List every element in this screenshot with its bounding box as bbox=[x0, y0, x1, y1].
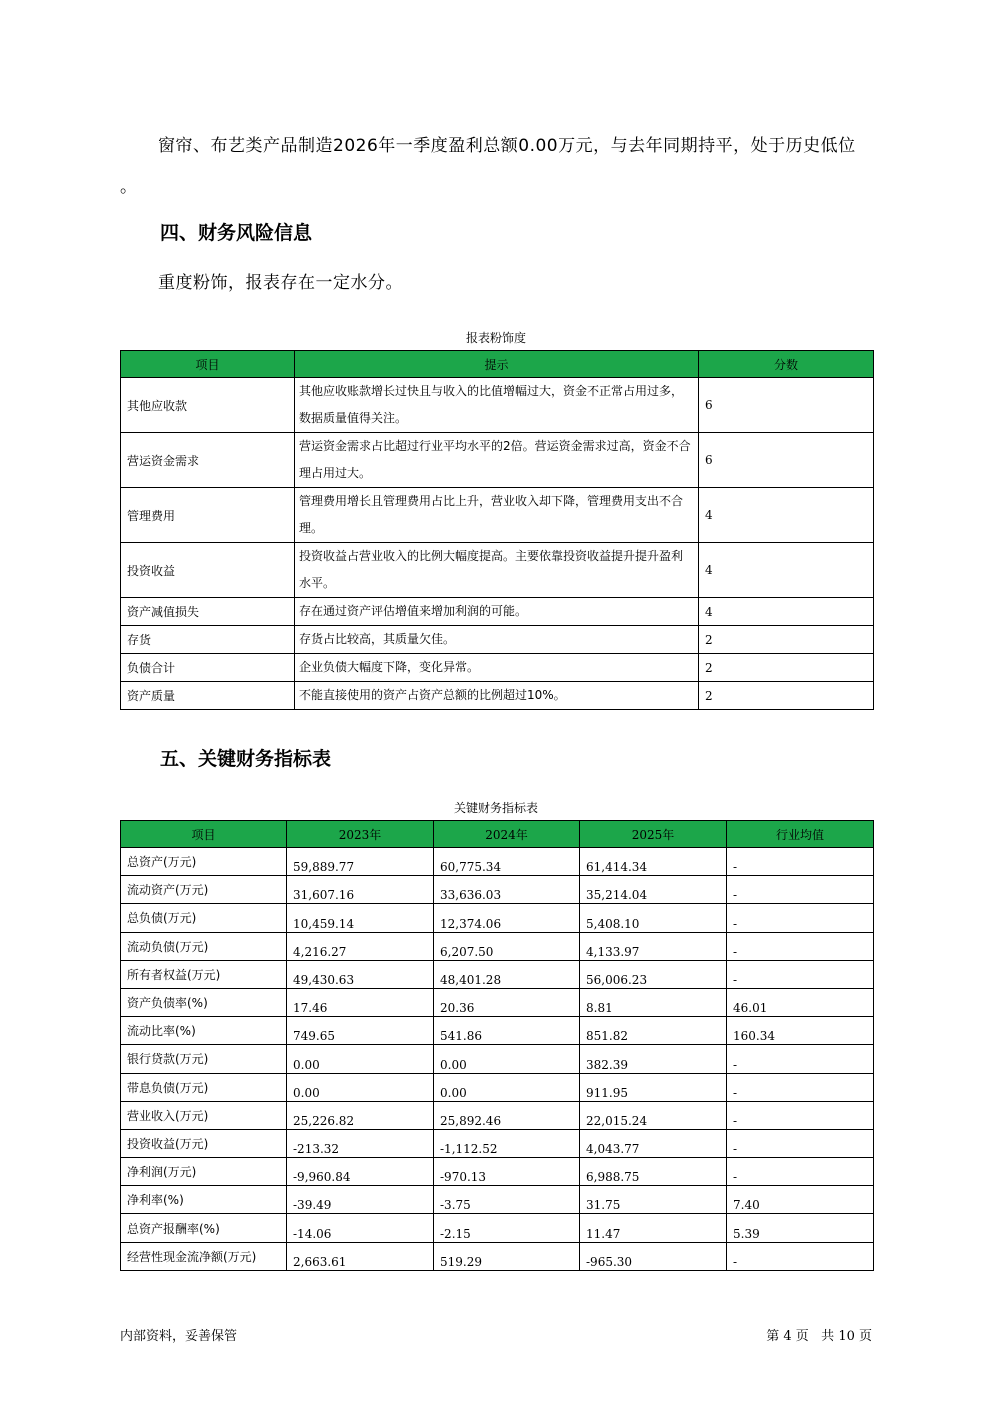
kf-value: 851.82 bbox=[580, 1017, 727, 1045]
risk-score: 6 bbox=[699, 433, 874, 488]
kf-value: 7.40 bbox=[727, 1186, 874, 1214]
section-4-heading: 四、财务风险信息 bbox=[160, 222, 313, 244]
risk-item: 营运资金需求 bbox=[121, 433, 295, 488]
kf-item: 带息负债(万元) bbox=[121, 1073, 287, 1101]
kf-value: 25,226.82 bbox=[287, 1101, 434, 1129]
kf-value: - bbox=[727, 1158, 874, 1186]
kf-value: -39.49 bbox=[287, 1186, 434, 1214]
table-row bbox=[121, 1129, 874, 1157]
kf-value: 911.95 bbox=[580, 1073, 727, 1101]
page-number: 第 4 页 共 10 页 bbox=[766, 1329, 872, 1344]
kf-value: 4,216.27 bbox=[287, 932, 434, 960]
risk-tip: 存在通过资产评估增值来增加利润的可能。 bbox=[295, 598, 699, 626]
kf-item: 银行贷款(万元) bbox=[121, 1045, 287, 1073]
kf-value: - bbox=[727, 1129, 874, 1157]
table-row bbox=[121, 960, 874, 988]
risk-item: 资产减值损失 bbox=[121, 598, 295, 626]
table-row bbox=[121, 654, 874, 682]
kf-value: 4,133.97 bbox=[580, 932, 727, 960]
kf-value: 59,889.77 bbox=[287, 848, 434, 876]
kf-value: 4,043.77 bbox=[580, 1129, 727, 1157]
kf-value: - bbox=[727, 876, 874, 904]
table-row bbox=[121, 626, 874, 654]
kf-value: - bbox=[727, 848, 874, 876]
table-row bbox=[121, 1101, 874, 1129]
kf-value: 5,408.10 bbox=[580, 904, 727, 932]
kf-value: -1,112.52 bbox=[434, 1129, 580, 1157]
kf-value: -2.15 bbox=[434, 1214, 580, 1242]
risk-table-header bbox=[121, 351, 874, 378]
table-row bbox=[121, 1073, 874, 1101]
kf-value: 20.36 bbox=[434, 988, 580, 1016]
kf-value: - bbox=[727, 1101, 874, 1129]
risk-item: 管理费用 bbox=[121, 488, 295, 543]
kf-value: 5.39 bbox=[727, 1214, 874, 1242]
kf-value: 541.86 bbox=[434, 1017, 580, 1045]
intro-line-2: 。 bbox=[120, 177, 138, 197]
kf-value: 0.00 bbox=[434, 1045, 580, 1073]
table-row bbox=[121, 932, 874, 960]
kf-value: 46.01 bbox=[727, 988, 874, 1016]
table-row bbox=[121, 1017, 874, 1045]
risk-tip: 其他应收账款增长过快且与收入的比值增幅过大，资金不正常占用过多，数据质量值得关注。 bbox=[295, 378, 699, 433]
table-row bbox=[121, 1242, 874, 1270]
kf-value: -9,960.84 bbox=[287, 1158, 434, 1186]
section-4-summary: 重度粉饰，报表存在一定水分。 bbox=[158, 273, 403, 293]
kf-value: - bbox=[727, 1045, 874, 1073]
kf-value: -3.75 bbox=[434, 1186, 580, 1214]
risk-tip: 不能直接使用的资产占资产总额的比例超过10%。 bbox=[295, 682, 699, 710]
kf-value: 10,459.14 bbox=[287, 904, 434, 932]
kf-value: 56,006.23 bbox=[580, 960, 727, 988]
risk-tip: 营运资金需求占比超过行业平均水平的2倍。营运资金需求过高，资金不合理占用过大。 bbox=[295, 433, 699, 488]
kf-value: 8.81 bbox=[580, 988, 727, 1016]
intro-line-1: 窗帘、布艺类产品制造2026年一季度盈利总额0.00万元，与去年同期持平，处于历史低位 bbox=[158, 136, 856, 156]
kf-value: 0.00 bbox=[287, 1045, 434, 1073]
risk-header-score: 分数 bbox=[699, 351, 874, 378]
table-row bbox=[121, 1045, 874, 1073]
kf-table-caption: 关键财务指标表 bbox=[453, 801, 538, 815]
kf-value: 61,414.34 bbox=[580, 848, 727, 876]
table-row bbox=[121, 1186, 874, 1214]
kf-item: 经营性现金流净额(万元) bbox=[121, 1242, 287, 1270]
risk-tip: 管理费用增长且管理费用占比上升，营业收入却下降，管理费用支出不合理。 bbox=[295, 488, 699, 543]
kf-header-2025: 2025年 bbox=[580, 821, 727, 848]
kf-item: 总资产报酬率(%) bbox=[121, 1214, 287, 1242]
table-row bbox=[121, 682, 874, 710]
kf-value: 749.65 bbox=[287, 1017, 434, 1045]
kf-value: 48,401.28 bbox=[434, 960, 580, 988]
table-row bbox=[121, 904, 874, 932]
risk-header-item: 项目 bbox=[121, 351, 295, 378]
risk-score: 6 bbox=[699, 378, 874, 433]
kf-value: - bbox=[727, 1073, 874, 1101]
kf-value: 31.75 bbox=[580, 1186, 727, 1214]
kf-value: 33,636.03 bbox=[434, 876, 580, 904]
risk-item: 存货 bbox=[121, 626, 295, 654]
kf-value: - bbox=[727, 1242, 874, 1270]
kf-item: 流动负债(万元) bbox=[121, 932, 287, 960]
kf-value: 6,207.50 bbox=[434, 932, 580, 960]
kf-item: 净利润(万元) bbox=[121, 1158, 287, 1186]
kf-value: - bbox=[727, 904, 874, 932]
table-row bbox=[121, 848, 874, 876]
kf-value: - bbox=[727, 960, 874, 988]
kf-item: 流动比率(%) bbox=[121, 1017, 287, 1045]
risk-tip: 存货占比较高，其质量欠佳。 bbox=[295, 626, 699, 654]
kf-value: 382.39 bbox=[580, 1045, 727, 1073]
risk-header-tip: 提示 bbox=[295, 351, 699, 378]
kf-header-industry-avg: 行业均值 bbox=[727, 821, 874, 848]
kf-value: 12,374.06 bbox=[434, 904, 580, 932]
kf-value: 35,214.04 bbox=[580, 876, 727, 904]
risk-score: 4 bbox=[699, 598, 874, 626]
table-row bbox=[121, 433, 874, 488]
kf-value: 6,988.75 bbox=[580, 1158, 727, 1186]
table-row bbox=[121, 488, 874, 543]
risk-table bbox=[120, 350, 874, 710]
risk-item: 其他应收款 bbox=[121, 378, 295, 433]
kf-value: 60,775.34 bbox=[434, 848, 580, 876]
risk-tip: 企业负债大幅度下降，变化异常。 bbox=[295, 654, 699, 682]
section-5-heading: 五、关键财务指标表 bbox=[160, 748, 332, 770]
risk-item: 投资收益 bbox=[121, 543, 295, 598]
risk-table-caption: 报表粉饰度 bbox=[465, 331, 526, 345]
kf-item: 营业收入(万元) bbox=[121, 1101, 287, 1129]
kf-value: 17.46 bbox=[287, 988, 434, 1016]
kf-value: 11.47 bbox=[580, 1214, 727, 1242]
kf-item: 投资收益(万元) bbox=[121, 1129, 287, 1157]
risk-item: 资产质量 bbox=[121, 682, 295, 710]
kf-header-2023: 2023年 bbox=[287, 821, 434, 848]
kf-value: -213.32 bbox=[287, 1129, 434, 1157]
kf-item: 总资产(万元) bbox=[121, 848, 287, 876]
risk-score: 2 bbox=[699, 682, 874, 710]
risk-score: 4 bbox=[699, 488, 874, 543]
table-row bbox=[121, 378, 874, 433]
kf-value: 0.00 bbox=[287, 1073, 434, 1101]
table-row bbox=[121, 1158, 874, 1186]
kf-value: -970.13 bbox=[434, 1158, 580, 1186]
kf-item: 流动资产(万元) bbox=[121, 876, 287, 904]
kf-value: 49,430.63 bbox=[287, 960, 434, 988]
kf-value: 22,015.24 bbox=[580, 1101, 727, 1129]
risk-tip: 投资收益占营业收入的比例大幅度提高。主要依靠投资收益提升提升盈利水平。 bbox=[295, 543, 699, 598]
table-row bbox=[121, 1214, 874, 1242]
kf-header-item: 项目 bbox=[121, 821, 287, 848]
kf-value: -965.30 bbox=[580, 1242, 727, 1270]
kf-value: 160.34 bbox=[727, 1017, 874, 1045]
key-financials-table bbox=[120, 820, 874, 1271]
risk-score: 4 bbox=[699, 543, 874, 598]
table-row bbox=[121, 598, 874, 626]
kf-value: 25,892.46 bbox=[434, 1101, 580, 1129]
footer-note: 内部资料，妥善保管 bbox=[120, 1329, 238, 1344]
kf-value: - bbox=[727, 932, 874, 960]
risk-score: 2 bbox=[699, 654, 874, 682]
table-row bbox=[121, 543, 874, 598]
risk-item: 负债合计 bbox=[121, 654, 295, 682]
kf-value: 2,663.61 bbox=[287, 1242, 434, 1270]
kf-item: 所有者权益(万元) bbox=[121, 960, 287, 988]
kf-value: 519.29 bbox=[434, 1242, 580, 1270]
kf-item: 总负债(万元) bbox=[121, 904, 287, 932]
risk-score: 2 bbox=[699, 626, 874, 654]
kf-value: -14.06 bbox=[287, 1214, 434, 1242]
kf-header-2024: 2024年 bbox=[434, 821, 580, 848]
kf-value: 31,607.16 bbox=[287, 876, 434, 904]
kf-table-header bbox=[121, 821, 874, 848]
kf-item: 净利率(%) bbox=[121, 1186, 287, 1214]
table-row bbox=[121, 876, 874, 904]
table-row bbox=[121, 988, 874, 1016]
kf-item: 资产负债率(%) bbox=[121, 988, 287, 1016]
kf-value: 0.00 bbox=[434, 1073, 580, 1101]
